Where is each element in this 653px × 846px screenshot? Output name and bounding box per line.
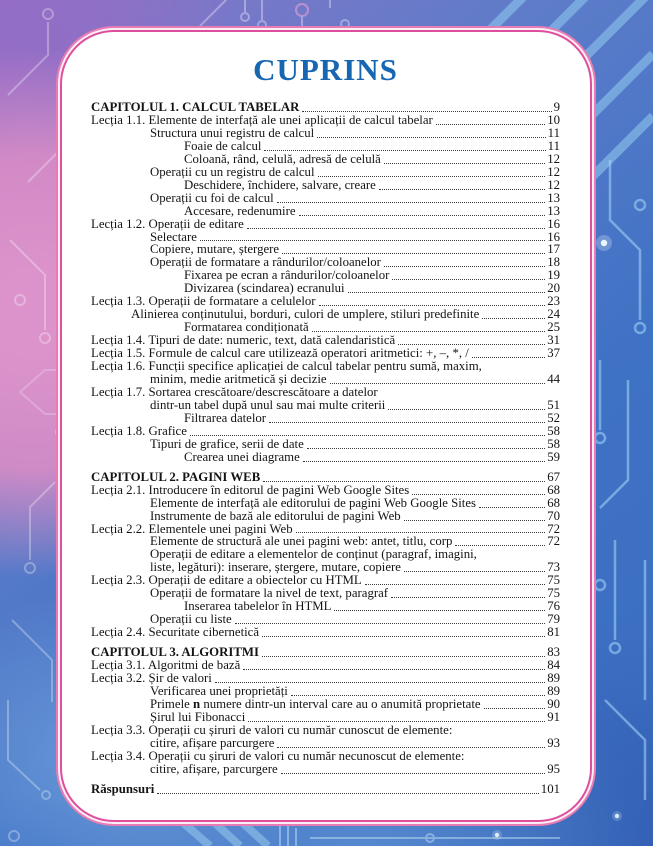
toc-entry-text: CAPITOLUL 2. PAGINI WEB (91, 469, 261, 484)
toc-entry-text-part: numere dintr-un interval care au o anumită proprietate (200, 696, 481, 711)
toc-entry-text: Instrumente de bază ale editorului de pagini Web (150, 508, 401, 523)
page-number: 67 (547, 469, 560, 484)
page-number: 31 (547, 333, 560, 348)
dot-leader (296, 532, 546, 533)
toc-entry-text: Accesare, redenumire (184, 203, 296, 218)
toc-row (91, 399, 560, 412)
toc-entry-text: Lecția 2.4. Securitate cibernetică (91, 625, 260, 640)
contents-page-card (60, 30, 592, 822)
toc-row (91, 750, 560, 763)
toc-entry-text: Lecția 1.2. Operații de editare (91, 216, 244, 231)
toc-entry-text: Inserarea tabelelor în HTML (184, 599, 332, 614)
toc-entry-text: Selectare (150, 229, 197, 244)
toc-entry-text-part: n (193, 696, 201, 711)
page-number: 58 (547, 436, 560, 451)
toc-row (91, 425, 560, 438)
page-number: 90 (547, 696, 560, 711)
toc-entry-text: Lecția 1.8. Grafice (91, 423, 187, 438)
page-number: 59 (547, 449, 560, 464)
page-number: 10 (547, 112, 560, 127)
dot-leader (412, 494, 545, 495)
toc-entry-text: Deschidere, închidere, salvare, creare (184, 177, 376, 192)
toc-entry-text: Foaie de calcul (184, 138, 262, 153)
dot-leader (299, 215, 546, 216)
page-number: 58 (547, 423, 560, 438)
dot-leader (277, 747, 545, 748)
toc-entry-text: Coloană, rând, celulă, adresă de celulă (184, 151, 381, 166)
page-number: 12 (547, 164, 560, 179)
dot-leader (312, 331, 545, 332)
dot-leader (330, 383, 546, 384)
toc-entry-text: Divizarea (scindarea) ecranului (184, 281, 345, 296)
page-number: 101 (540, 781, 560, 796)
toc-row (91, 763, 560, 776)
toc-entry-text: Crearea unei diagrame (184, 449, 300, 464)
toc-row (91, 153, 560, 166)
page-number: 70 (547, 508, 560, 523)
toc-entry-text: Lecția 1.5. Formule de calcul care utilizează operatori aritmetici: +, –, *, / (91, 346, 469, 361)
page-number: 25 (547, 320, 560, 335)
dot-leader (247, 228, 545, 229)
dot-leader (281, 773, 546, 774)
toc-row (91, 783, 560, 796)
toc-entry-text: Lecția 1.3. Operații de formatare a celulelor (91, 294, 316, 309)
page-number: 89 (547, 683, 560, 698)
toc-entry-text: Lecția 2.1. Introducere în editorul de pagini Web Google Sites (91, 482, 410, 497)
toc-entry-text: Operații cu foi de calcul (150, 190, 274, 205)
page-number: 89 (547, 670, 560, 685)
toc-row (91, 672, 560, 685)
page-number: 75 (547, 573, 560, 588)
dot-leader (398, 344, 545, 345)
page-number: 9 (553, 100, 560, 114)
dot-leader (436, 124, 545, 125)
toc-entry-text: Lecția 3.1. Algoritmi de bază (91, 658, 241, 673)
page-number: 19 (547, 268, 560, 283)
toc-row (91, 101, 560, 114)
dot-leader (302, 111, 551, 112)
toc-entry-text: dintr-un tabel după unul sau mai multe criterii (150, 397, 386, 412)
page-number: 11 (547, 138, 560, 153)
toc-row (91, 386, 560, 399)
toc-row (91, 127, 560, 140)
dot-leader (303, 461, 545, 462)
dot-leader (472, 357, 545, 358)
toc-row (91, 114, 560, 127)
toc-entry-text: Lecția 3.2. Șir de valori (91, 670, 212, 685)
page-number: 81 (547, 625, 560, 640)
toc-row (91, 698, 560, 711)
page-number: 37 (547, 346, 560, 361)
toc-entry-text: Șirul lui Fibonacci (150, 709, 246, 724)
dot-leader (262, 636, 545, 637)
dot-leader (379, 189, 545, 190)
dot-leader (157, 793, 538, 794)
page-number: 20 (547, 281, 560, 296)
page-title: CUPRINS (253, 52, 398, 87)
page-number: 12 (547, 177, 560, 192)
toc-entry-text: Lecția 1.4. Tipuri de date: numeric, text, dată calendaristică (91, 333, 396, 348)
page-number: 11 (547, 125, 560, 140)
toc-row (91, 451, 560, 464)
toc-row (91, 471, 560, 484)
toc-entry-text: Lecția 1.1. Elemente de interfață ale unei aplicații de calcul tabelar (91, 112, 433, 127)
toc-entry-text: Verificarea unei proprietăți (150, 683, 288, 698)
dot-leader (348, 292, 546, 293)
dot-leader (391, 597, 545, 598)
page-number: 17 (547, 242, 560, 257)
toc-entry-text: Structura unui registru de calcul (150, 125, 315, 140)
page-number: 91 (547, 709, 560, 724)
toc-row (91, 724, 560, 737)
dot-leader (484, 708, 546, 709)
toc-entry-text: Lecția 3.4. Operații cu șiruri de valori cu număr necunoscut de elemente: (91, 748, 465, 763)
dot-leader (263, 481, 545, 482)
toc-entry-text: Elemente de structură ale unei pagini web: antet, titlu, corp (150, 534, 453, 549)
dot-leader (317, 137, 545, 138)
dot-leader (264, 150, 545, 151)
toc-entry-text-part: Primele (150, 696, 194, 711)
dot-leader (235, 623, 545, 624)
dot-leader (404, 520, 546, 521)
toc-entry-text: Operații de editare a elementelor de conținut (paragraf, imagini, (150, 547, 477, 562)
dot-leader (392, 279, 545, 280)
dot-leader (384, 163, 545, 164)
dot-leader (291, 695, 545, 696)
dot-leader (365, 584, 545, 585)
page-number: 95 (547, 761, 560, 776)
toc-entry-text: Filtrarea datelor (184, 410, 267, 425)
toc-entry-text: Lecția 2.2. Elementele unei pagini Web (91, 521, 293, 536)
dot-leader (248, 721, 545, 722)
page-number: 72 (547, 534, 560, 549)
page-number: 16 (547, 229, 560, 244)
toc-entry-text: CAPITOLUL 3. ALGORITMI (91, 645, 259, 660)
dot-leader (277, 202, 546, 203)
dot-leader (455, 545, 545, 546)
dot-leader (404, 571, 545, 572)
page-number: 44 (547, 372, 560, 387)
toc-entry-text: Răspunsuri (91, 781, 155, 796)
toc-row (91, 510, 560, 523)
toc-entry-text: Operații cu un registru de calcul (150, 164, 315, 179)
page-number: 79 (547, 612, 560, 627)
page-number: 51 (547, 397, 560, 412)
toc-list (91, 101, 560, 796)
toc-entry-text: Lecția 1.6. Funcții specifice aplicației de calcul tabelar pentru sumă, maxim, (91, 359, 482, 374)
dot-leader (190, 435, 545, 436)
toc-entry-text: Fixarea pe ecran a rândurilor/coloanelor (184, 268, 390, 283)
page-number: 68 (547, 482, 560, 497)
toc-row (91, 412, 560, 425)
dot-leader (479, 507, 545, 508)
dot-leader (482, 318, 545, 319)
dot-leader (215, 682, 545, 683)
toc-entry-text: Operații cu liste (150, 612, 232, 627)
toc-entry-text: Tipuri de grafice, serii de date (150, 436, 304, 451)
page-number: 73 (547, 560, 560, 575)
page-number: 68 (547, 495, 560, 510)
page-number: 23 (547, 294, 560, 309)
dot-leader (318, 176, 546, 177)
dot-leader (200, 240, 545, 241)
toc-row (91, 205, 560, 218)
dot-leader (243, 669, 545, 670)
page-number: 93 (547, 735, 560, 750)
toc-entry-text: Alinierea conținutului, borduri, culori de umplere, stiluri predefinite (131, 307, 480, 322)
toc-entry-text: Lecția 3.3. Operații cu șiruri de valori cu număr cunoscut de elemente: (91, 722, 453, 737)
dot-leader (384, 266, 545, 267)
toc-row (91, 737, 560, 750)
toc-entry-text: Copiere, mutare, ștergere (150, 242, 280, 257)
page-number: 16 (547, 216, 560, 231)
toc-row (91, 711, 560, 724)
page-number: 52 (547, 410, 560, 425)
toc-entry-text: liste, legături): inserare, ștergere, mutare, copiere (150, 560, 401, 575)
toc-entry-text: Operații de formatare la nivel de text, paragraf (150, 586, 389, 601)
page-number: 83 (547, 645, 560, 660)
toc-row (91, 308, 560, 321)
toc-row (91, 497, 560, 510)
contents-content (62, 32, 590, 820)
toc-entry-text: citire, afișare parcurgere (150, 735, 275, 750)
toc-entry-text: minim, medie aritmetică și decizie (150, 372, 327, 387)
toc-entry-text: Lecția 1.7. Sortarea crescătoare/descrescătoare a datelor (91, 384, 378, 399)
dot-leader (307, 448, 545, 449)
page-number: 76 (547, 599, 560, 614)
toc-entry-text: CAPITOLUL 1. CALCUL TABELAR (91, 100, 300, 114)
toc-entry-text (150, 698, 481, 711)
toc-entry-text: citire, afișare, parcurgere (150, 761, 278, 776)
dot-leader (388, 409, 545, 410)
dot-leader (262, 656, 545, 657)
page-number: 72 (547, 521, 560, 536)
page-number: 24 (547, 307, 560, 322)
dot-leader (319, 305, 546, 306)
toc-entry-text: Formatarea condiționată (184, 320, 309, 335)
toc-row (91, 140, 560, 153)
toc-row (91, 438, 560, 451)
toc-row (91, 166, 560, 179)
page-number: 18 (547, 255, 560, 270)
page-number: 13 (547, 203, 560, 218)
toc-entry-text: Lecția 2.3. Operații de editare a obiectelor cu HTML (91, 573, 362, 588)
page-number: 12 (547, 151, 560, 166)
page-number: 75 (547, 586, 560, 601)
dot-leader (334, 610, 545, 611)
toc-entry-text: Operații de formatare a rândurilor/coloanelor (150, 255, 381, 270)
toc-row (91, 218, 560, 231)
dot-leader (269, 422, 545, 423)
dot-leader (282, 253, 545, 254)
toc-entry-text: Elemente de interfață ale editorului de pagini Web Google Sites (150, 495, 477, 510)
toc-row (91, 626, 560, 639)
toc-row (91, 484, 560, 497)
toc-row (91, 179, 560, 192)
page-number: 13 (547, 190, 560, 205)
toc-row (91, 192, 560, 205)
page-number: 84 (547, 658, 560, 673)
